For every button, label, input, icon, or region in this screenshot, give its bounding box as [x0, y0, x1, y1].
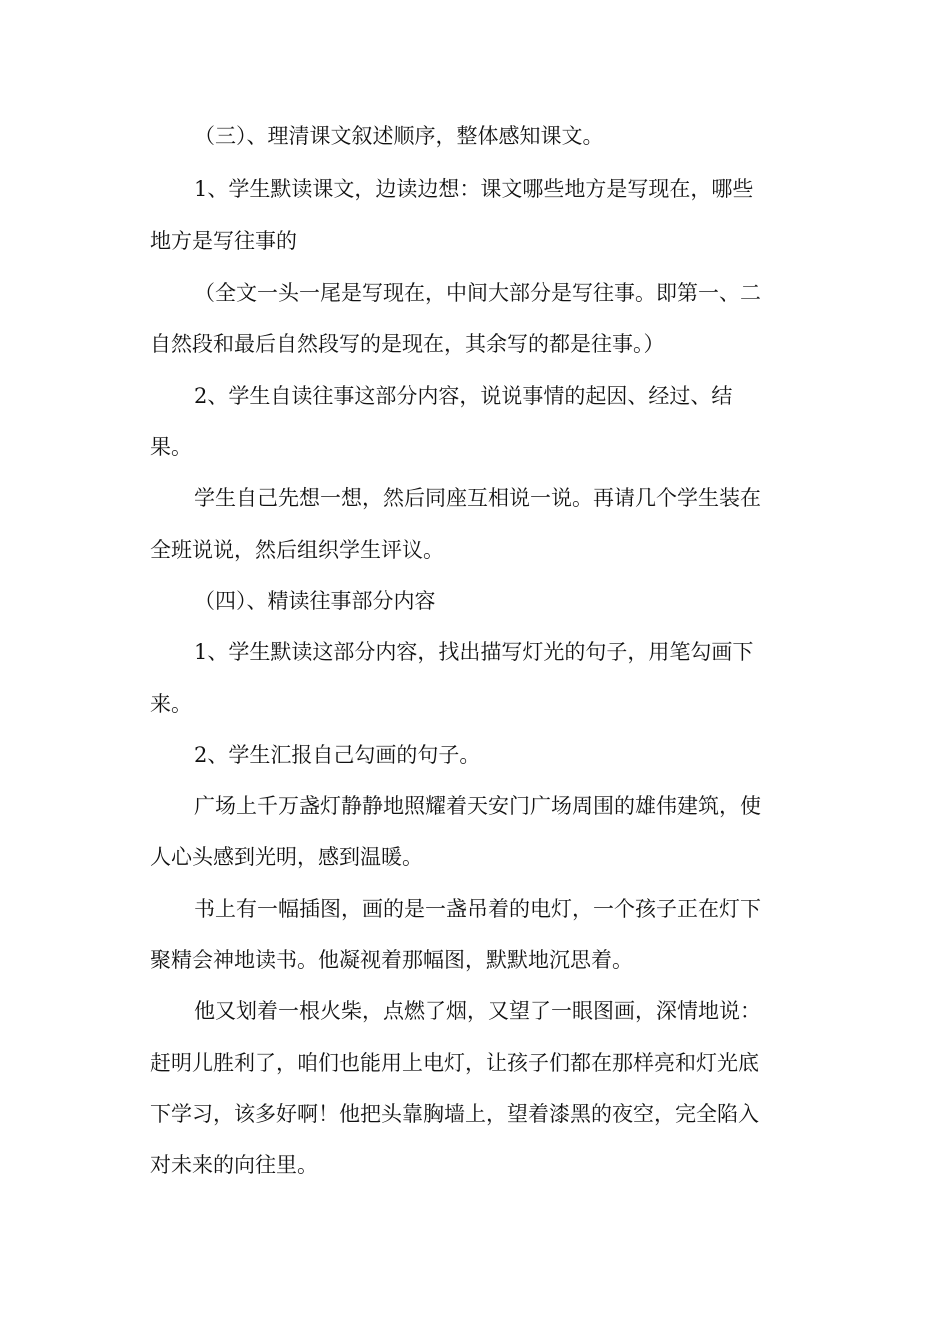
paragraph-line: 来。 [150, 692, 192, 716]
paragraph-line: 全班说说，然后组织学生评议。 [150, 538, 444, 562]
paragraph-line: 下学习，该多好啊！他把头靠胸墙上，望着漆黑的夜空，完全陷入 [150, 1102, 759, 1126]
section-heading-three: （三）、理清课文叙述顺序，整体感知课文。 [194, 124, 604, 148]
paragraph-line: 自然段和最后自然段写的是现在，其余写的都是往事。） [150, 332, 665, 356]
paragraph-line: 他又划着一根火柴，点燃了烟，又望了一眼图画，深情地说： [194, 999, 761, 1023]
paragraph-line: 对未来的向往里。 [150, 1153, 318, 1177]
paragraph-line: 1、学生默读课文，边读边想：课文哪些地方是写现在，哪些 [194, 177, 754, 201]
section-heading-four: （四）、精读往事部分内容 [194, 589, 436, 613]
paragraph-line: 广场上千万盏灯静静地照耀着天安门广场周围的雄伟建筑，使 [194, 794, 761, 818]
paragraph-line: 赶明儿胜利了，咱们也能用上电灯，让孩子们都在那样亮和灯光底 [150, 1051, 759, 1075]
paragraph-line: 人心头感到光明，感到温暖。 [150, 845, 423, 869]
paragraph-line: 果。 [150, 435, 192, 459]
paragraph-line: 1、学生默读这部分内容，找出描写灯光的句子，用笔勾画下 [194, 640, 754, 664]
paragraph-line: 书上有一幅插图，画的是一盏吊着的电灯，一个孩子正在灯下 [194, 897, 761, 921]
paragraph-line: 聚精会神地读书。他凝视着那幅图，默默地沉思着。 [150, 948, 633, 972]
paragraph-line: 2、学生汇报自己勾画的句子。 [194, 743, 481, 767]
paragraph-line: （全文一头一尾是写现在，中间大部分是写往事。即第一、二 [194, 281, 761, 305]
paragraph-line: 2、学生自读往事这部分内容，说说事情的起因、经过、结 [194, 384, 733, 408]
paragraph-line: 学生自己先想一想，然后同座互相说一说。再请几个学生装在 [194, 486, 761, 510]
paragraph-line: 地方是写往事的 [150, 229, 297, 253]
